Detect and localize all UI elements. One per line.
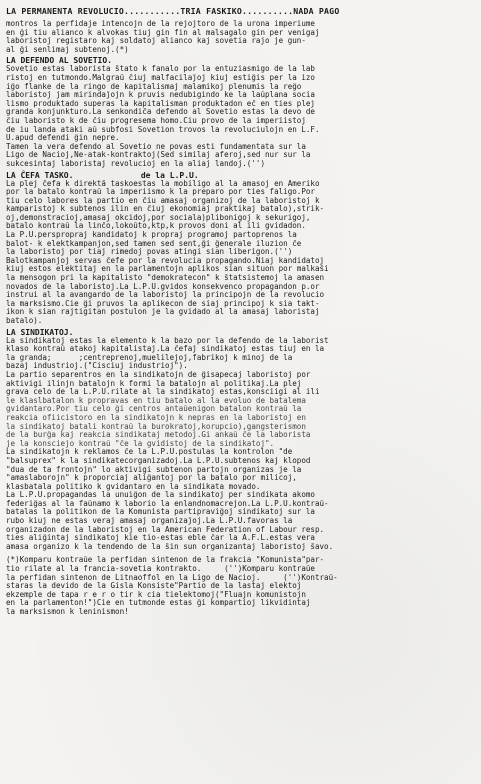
text-line: Tamen la vera defendo al Sovetio ne povas esti fundamentata sur la (6, 142, 306, 151)
text-line: je la konsciejo kontraŭ "ĉe la gvidistoj de la sindikatoj". (6, 439, 275, 448)
text-line: reakcia ofiicistoro en la sindikatojn k nepras en la laboristoj en (6, 413, 306, 422)
footnote-line: en la parlamenton!")Ĉie en tutmonde estas ĝi kompartioj likvidintaj (6, 599, 311, 608)
text-line: la laboristoj por tiaj rimedoj povas atingi sian liberigon.('') (6, 248, 293, 257)
text-line: instrui al la avangardo de la laboristoj la principojn de la revolucio (6, 291, 325, 300)
text-line: tiu celo labores la partio en ĉiu amasaj organizoj de la laboristoj k (6, 196, 320, 205)
text-line: iĝo flanke de la ringo de kapitalismaj malamikoj plenumis la reĝo (6, 82, 302, 91)
section-title-cefa-tasko: LA ĈEFA TASKO. de la L.P.U. (6, 170, 199, 180)
text-line: organizadon de la laboristoj en la American Federation of Labour resp. (6, 525, 325, 534)
text-line: U.apud defendi ĝin nepre. (6, 134, 120, 143)
text-line: la sindikatoj batali kontraŭ la burokratoj,korupcio),gangsterismon (6, 422, 306, 431)
text-line: "amaslaborojn" k proporciaj aliĝantoj por la batalo por milicoj, (6, 474, 297, 483)
text-line: de iu landa ataki aŭ subfosi Sovetion trovos la revoluciulojn en L.F. (6, 125, 320, 134)
text-line: La plej ĉefa k direktâ taskoestas la mobiligo al la amasoj en Ameriko (6, 179, 320, 188)
text-line: rubo kiuj ne estas veraj amasaj organizaĵoj.La L.P.U.favoras la (6, 517, 293, 526)
text-line: Sovetio estas laborista ŝtato k fanalo por la entuziasmigo de la lab (6, 65, 315, 74)
text-line: novados de la laboristoj.La L.P.U.gvidos konsekvenco propagandon p.or (6, 282, 320, 291)
text-line: la mensogon pri la kapitalisto "demokratecon" k ŝtatsistemoj la amasen (6, 274, 325, 283)
section-body-cefa-tasko (6, 180, 475, 326)
footnote-line: la perfidan sintenon de Litnaoffol en la Ligo de Nacioj. ('')Kontraŭ- (6, 573, 338, 582)
text-line: ĉiu laboristo k de ĉiu progresema homo.Ĉiu provo de la imperiistoj (6, 116, 306, 125)
text-line: gvidantaro.Por tiu celo ĝi centros antaŭenigon batalon kontraŭ la (6, 405, 302, 414)
text-line: klaso kontraŭ atakoj kapitalistaj.La ĉefaj sindikatoj estas tiuj en la (6, 345, 325, 354)
text-line: ties aliĝintaj sindikatoj kie tio-estas eble ĉar la A.F.L.estas vera (6, 534, 315, 543)
text-line: por la batalo kontraŭ la imperiismo k la preparo por ties faligo.Por (6, 188, 315, 197)
text-line: aktivigi ilinjn batalojn k formi la batalojn al politikaj.La plej (6, 379, 302, 388)
text-line: La partio separentros en la sindikatojn de ĝisapecaj laboristoj por (6, 370, 311, 379)
text-line: ristoj en tutmondo.Malgraŭ ĉiuj malfacilaĵoj kiuj estiĝis per la izo (6, 73, 315, 82)
section-body-sindikatoj (6, 337, 475, 552)
footnote-line: (*)Komparu kontraŭe la perfidan sintenon de la frakcia "Komunista"par- (6, 556, 325, 565)
text-line: La P.U.perspropraj kandidatoj k propraj programoj partoprenos la (6, 231, 297, 240)
header-page: NADA PAGO (293, 6, 340, 16)
text-line: La sindikatojn k reklamos ĉe la L.P.U.postulas la kontrolon "de (6, 448, 293, 457)
intro-paragraph (6, 20, 475, 54)
text-line: batalo kontraŭ la linĉo,lokoŭto,ktp,k provos doni al ili gvidadon. (6, 222, 306, 231)
text-line: la marksismo.Ĉie ĝi pruvos la aplikecon de siaj principoj k sia takt- (6, 299, 320, 308)
text-line: Ligo de Nacioj,Ne-atak-kontraktoj(Sed similaj aferoj,sed nur sur la (6, 151, 311, 160)
footnote-line: ekzemple de tapa r e r o tir k cia tielektomoj("Fluajn komunistojn (6, 590, 306, 599)
header-title: LA PERMANENTA REVOLUCIO (6, 6, 124, 16)
footnote-line: staras la devido de la Ĝisla Konsiste"Partio de la lastaj elektoj (6, 582, 302, 591)
text-line: al ĝi senlimaj subtenoj.(*) (6, 45, 129, 54)
header-part: TRIA FASKIKO (180, 6, 242, 16)
text-line: le klaslbatalon k propravas en tiu batalo al la evoluo de batalema (6, 396, 306, 405)
text-line: la granda; ;centreprenoj,muelilejoj,fabrikoj k minoj de la (6, 353, 293, 362)
text-line: bazaj industrioj.("Ĉisciuj industrioj"). (6, 362, 188, 371)
section-body-defendo (6, 65, 475, 168)
text-line: grava celo de la L.P.U.rilate al la sindikatoj estas,konsciigi al ili (6, 388, 320, 397)
text-line: oj,demonstracioj,amasaj okcidoj,por sociala)plibonigoj k sekurigoj, (6, 213, 311, 222)
text-line: batalas la politikon de la Komunista partipraviĝoj sindikatoj sur la (6, 508, 315, 517)
section-title-defendo: LA DEFENDO AL SOVETIO. (6, 56, 112, 66)
text-line: sukcesintaj laboristaj revolucioj en la aliaj landoj.('') (6, 159, 265, 168)
footnotes (6, 556, 475, 616)
text-line: de la burĝa kaj reakcia sindikataj metodoj.Ĝi ankaŭ ĉe la laborista (6, 431, 311, 440)
text-line: La L.P.U.propagandas la unuiĝon de la sindikatoj per sindikata akomo (6, 491, 315, 500)
text-line: ikon k sian rajtigitan postulon je la gvidado al la amasaj laboristaj (6, 308, 320, 317)
footnote-line: tio rilate al la francia-sovetia kontrakto. ('')Komparu kontraŭe (6, 565, 315, 574)
text-line: granda konjunkturo.La senkondiĉa defendo al Sovetio estas la devo de (6, 108, 315, 117)
text-line: balot- k elektkampanjon,sed tamen sed sent,ĝi ĝenerale iluzion ĉe (6, 239, 302, 248)
section-title-sindikatoj: LA SINDIKATOJ. (6, 327, 74, 337)
text-line: laboristoj jam mirindaĵojn k pruvis nedubigindo ke la laŭplana socia (6, 91, 315, 100)
page-header: LA PERMANENTA REVOLUCIO...........TRIA FASKIKO..........NADA PAGO (6, 6, 340, 16)
text-line: kiuj estos elektitaj en la parlamentojn aplikos sian situon por malkaŝi (6, 265, 329, 274)
text-line: laboristoj registaro kaj soldatoj alianco kaj sovetia rajo je gun- (6, 37, 306, 46)
text-line: La sindikatoj estas la elemento k la bazo por la defendo de la laborist (6, 336, 329, 345)
text-line: "dua de ta frontojn" lo aktivigi subtenon partojn organizas je la (6, 465, 302, 474)
text-line: federiĝas al la faŭnamo k laborio la enlandnomacrejon.La L.P.U.kontraŭ- (6, 499, 329, 508)
text-line: en ĝi tiu alianco k alvokas tiuj gin fin al malsagalo gin per venigaj (6, 28, 320, 37)
text-line: amasa organizo k la tendendo de la ŝin sun organizantaj laboristoj ŝavo. (6, 542, 334, 551)
text-line: Balotkampanjoj servas ĉefe por la revolucia propagando.Niaj kandidatoj (6, 256, 325, 265)
text-line: batalo). (6, 317, 43, 325)
text-line: kamparistoj k subtenos ilin en ĉiuj ekonomiaj praktikaj batalo),strik- (6, 205, 325, 214)
text-line: lismo produktado superas la kapitalisman produktadon eĉ en ties plej (6, 99, 315, 108)
text-line: "balsuprex" k la sindikatecorganizadoj.La L.P.U.subtenos kaj klopod (6, 456, 311, 465)
footnote-line: la marksismon k leninismon! (6, 608, 129, 616)
text-line: klasbatala politiko k gvidantaro en la sindikata movado. (6, 482, 261, 491)
text-line: montros la perfidaje intencojn de la rejojtoro de la urona imperiume (6, 20, 315, 28)
